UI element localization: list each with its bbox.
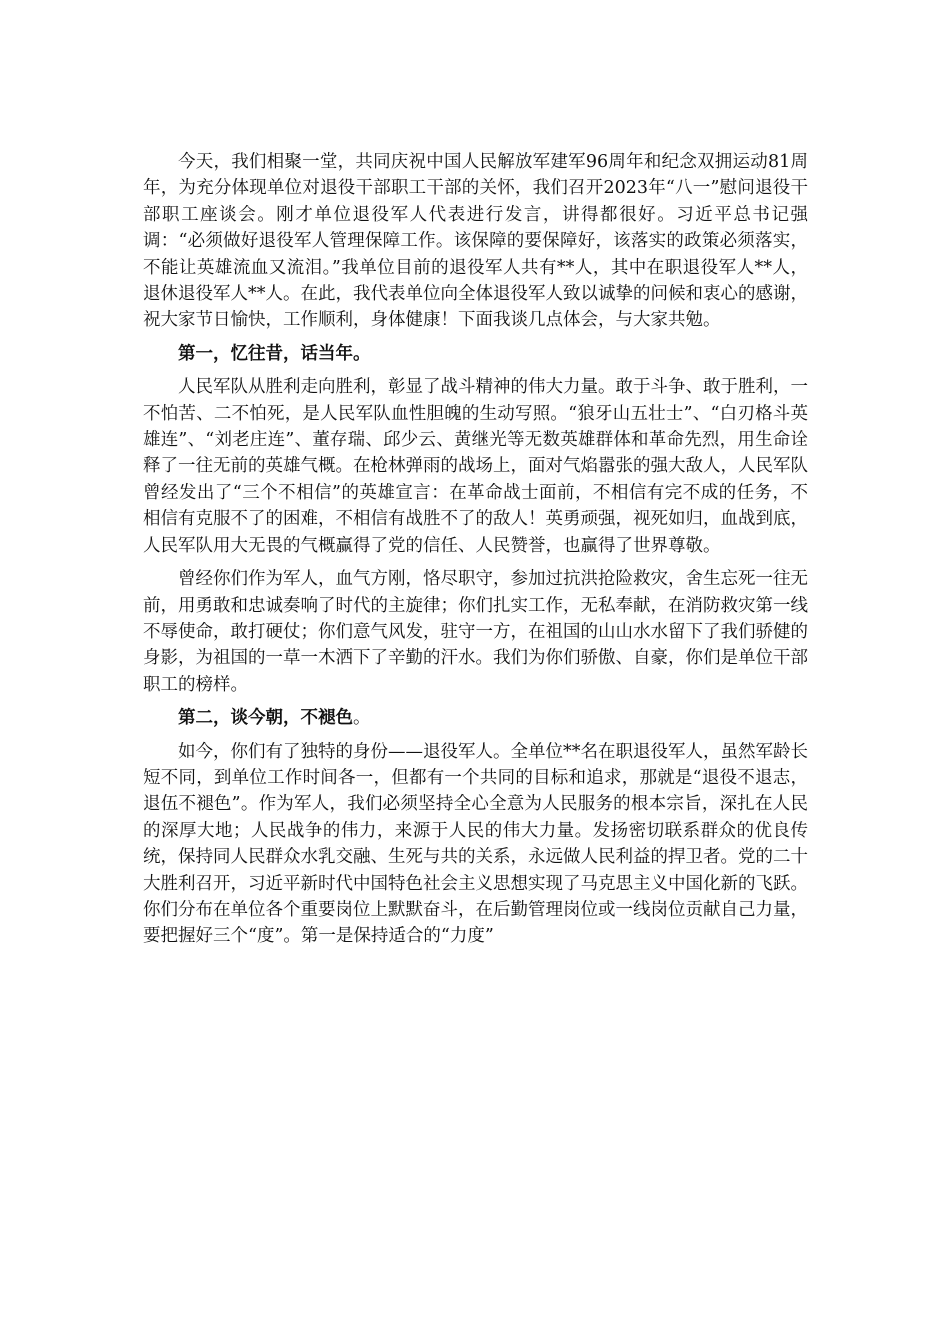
paragraph-history: 人民军队从胜利走向胜利，彰显了战斗精神的伟大力量。敢于斗争、敢于胜利，一不怕苦、二不怕死，是人民军队血性胆魄的生动写照。“狼牙山五壮士”、“白刃格斗英雄连”、“刘老庄连”、董存瑞、邱少云、黄继光等无数英雄群体和革命先烈，用生命诠释了一往无前的英雄气概。在枪林弹雨的战场上，面对气焰嚣张的强大敌人，人民军队曾经发出了“三个不相信”的英雄宣言：在革命战士面前，不相信有完不成的任务，不相信有克服不了的困难，不相信有战胜不了的敌人！英勇顽强，视死如归，血战到底，人民军队用大无畏的气概赢得了党的信任、人民赞誉，也赢得了世界尊敬。	[143, 377, 808, 556]
paragraph-intro: 今天，我们相聚一堂，共同庆祝中国人民解放军建军96周年和纪念双拥运动81周年，为充分体现单位对退役干部职工干部的关怀，我们召开2023年“八一”慰问退役干部职工座谈会。刚才单位退役军人代表进行发言，讲得都很好。习近平总书记强调：“必须做好退役军人管理保障工作。该保障的要保障好，该落实的政策必须落实，不能让英雄流血又流泪。”我单位目前的退役军人共有**人，其中在职退役军人**人，退休退役军人**人。在此，我代表单位向全体退役军人致以诚挚的问候和衷心的感谢，祝大家节日愉快，工作顺利，身体健康！下面我谈几点体会，与大家共勉。	[143, 152, 808, 331]
document-page	[143, 149, 808, 957]
section-heading-two-text: 第二，谈今朝，不褪色	[178, 708, 353, 729]
paragraph-present: 如今，你们有了独特的身份——退役军人。全单位**名在职退役军人，虽然军龄长短不同，到单位工作时间各一，但都有一个共同的目标和追求，那就是“退役不退志，退伍不褪色”。作为军人，我们必须坚持全心全意为人民服务的根本宗旨，深扎在人民的深厚大地；人民战争的伟力，来源于人民的伟大力量。发扬密切联系群众的优良传统，保持同人民群众水乳交融、生死与共的关系，永远做人民利益的捍卫者。党的二十大胜利召开，习近平新时代中国特色社会主义思想实现了马克思主义中国化新的飞跃。你们分布在单位各个重要岗位上默默奋斗，在后勤管理岗位或一线岗位贡献自己力量，要把握好三个“度”。第一是保持适合的“力度”	[143, 741, 808, 947]
section-heading-two-tail: 。	[353, 708, 371, 729]
section-heading-one	[143, 341, 808, 367]
section-heading-two	[143, 705, 808, 731]
section-heading-one-text: 第一，忆往昔，话当年。	[178, 343, 371, 364]
paragraph-service: 曾经你们作为军人，血气方刚，恪尽职守，参加过抗洪抢险救灾，舍生忘死一往无前，用勇敢和忠诚奏响了时代的主旋律；你们扎实工作，无私奉献，在消防救灾第一线不辱使命，敢打硬仗；你们意气风发，驻守一方，在祖国的山山水水留下了我们骄健的身影，为祖国的一草一木洒下了辛勤的汗水。我们为你们骄傲、自豪，你们是单位干部职工的榜样。	[143, 569, 808, 695]
